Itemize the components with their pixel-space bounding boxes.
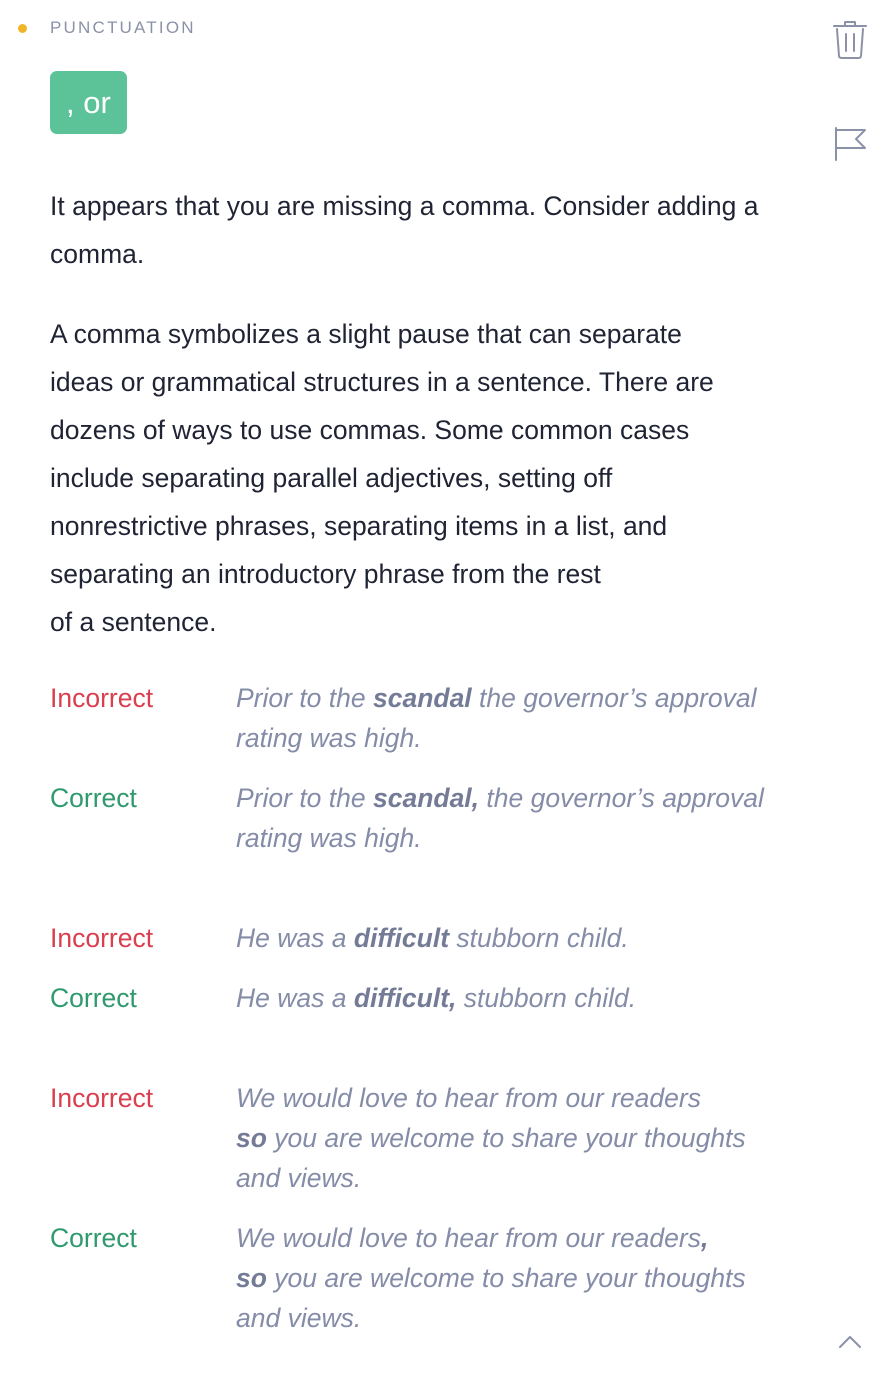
incorrect-label: Incorrect bbox=[50, 1083, 154, 1113]
explanation-line: ideas or grammatical structures in a sentence. There are bbox=[50, 367, 714, 397]
examples-list bbox=[50, 678, 830, 1338]
example-text bbox=[236, 978, 806, 1018]
example-highlight: , bbox=[700, 1223, 709, 1253]
trash-icon bbox=[832, 20, 868, 62]
example-fragment: and views. bbox=[236, 1163, 362, 1193]
dismiss-button[interactable] bbox=[832, 20, 868, 62]
suggestion-replacement-button[interactable]: , or bbox=[50, 71, 127, 134]
explanation-line: dozens of ways to use commas. Some common cases bbox=[50, 415, 690, 445]
example-correct-row bbox=[50, 978, 830, 1018]
correct-label: Correct bbox=[50, 1223, 137, 1253]
collapse-button[interactable] bbox=[836, 1328, 864, 1356]
incorrect-label: Incorrect bbox=[50, 923, 154, 953]
example-fragment: Prior to the bbox=[236, 783, 373, 813]
example-highlight: scandal, bbox=[372, 783, 480, 813]
example-incorrect-row bbox=[50, 678, 830, 758]
explanation-detail bbox=[50, 310, 790, 646]
example-correct-row bbox=[50, 1218, 830, 1338]
flag-button[interactable] bbox=[832, 126, 868, 162]
example-incorrect-row bbox=[50, 918, 830, 958]
example-highlight: so bbox=[236, 1123, 267, 1153]
example-fragment: you are welcome to share your thoughts bbox=[266, 1263, 746, 1293]
explanation-line: include separating parallel adjectives, setting off bbox=[50, 463, 613, 493]
example-highlight: so bbox=[236, 1263, 267, 1293]
example-highlight: scandal bbox=[372, 683, 472, 713]
flag-icon bbox=[832, 126, 868, 162]
incorrect-label: Incorrect bbox=[50, 683, 154, 713]
example-fragment: you are welcome to share your thoughts bbox=[266, 1123, 746, 1153]
example-text bbox=[236, 778, 806, 858]
explanation-line: of a sentence. bbox=[50, 607, 217, 637]
example-correct-row bbox=[50, 778, 830, 858]
example-fragment: We would love to hear from our readers bbox=[236, 1083, 701, 1113]
example-text bbox=[236, 678, 806, 758]
example-text bbox=[236, 1078, 806, 1198]
example-fragment: He was a bbox=[236, 983, 354, 1013]
explanation-line: nonrestrictive phrases, separating items in a list, and bbox=[50, 511, 668, 541]
example-fragment: Prior to the bbox=[236, 683, 373, 713]
explanation-summary: It appears that you are missing a comma. Consider adding a comma. bbox=[50, 191, 759, 269]
example-fragment: rating was high. bbox=[236, 823, 422, 853]
explanation-line: A comma symbolizes a slight pause that can separate bbox=[50, 319, 682, 349]
example-fragment: stubborn child. bbox=[449, 923, 629, 953]
example-fragment: stubborn child. bbox=[456, 983, 637, 1013]
correct-label: Correct bbox=[50, 983, 137, 1013]
example-incorrect-row bbox=[50, 1078, 830, 1198]
example-highlight: difficult, bbox=[353, 983, 457, 1013]
category-header bbox=[18, 17, 196, 39]
example-fragment: the governor’s approval bbox=[479, 783, 764, 813]
chevron-up-icon bbox=[836, 1328, 864, 1356]
example-fragment: We would love to hear from our readers bbox=[236, 1223, 701, 1253]
category-label: PUNCTUATION bbox=[50, 18, 196, 37]
example-fragment: He was a bbox=[236, 923, 354, 953]
correct-label: Correct bbox=[50, 783, 137, 813]
example-highlight: difficult bbox=[353, 923, 450, 953]
example-text bbox=[236, 1218, 806, 1338]
explanation-line: separating an introductory phrase from the rest bbox=[50, 559, 601, 589]
example-fragment: the governor’s approval bbox=[471, 683, 757, 713]
example-fragment: rating was high. bbox=[236, 723, 422, 753]
example-fragment: and views. bbox=[236, 1303, 362, 1333]
example-text bbox=[236, 918, 806, 958]
category-dot bbox=[18, 24, 27, 33]
